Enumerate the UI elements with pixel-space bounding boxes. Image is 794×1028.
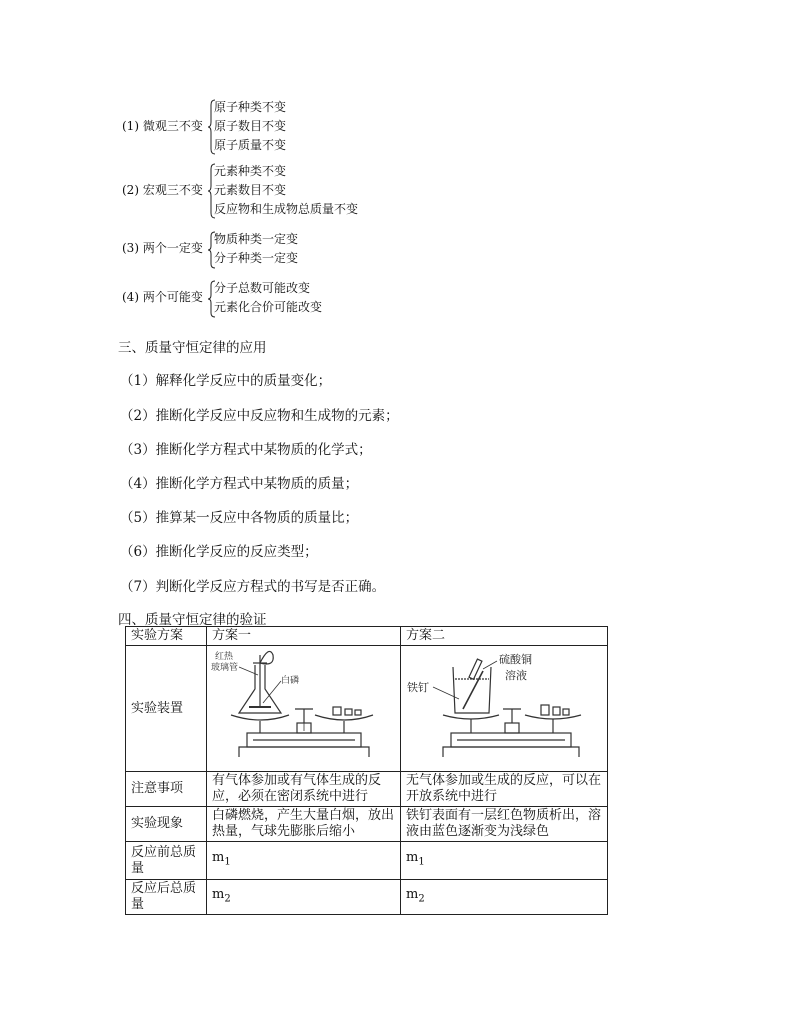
invariant-item: 原子种类不变: [214, 100, 287, 114]
table-cell: 无气体参加或生成的反应，可以在开放系统中进行: [401, 772, 608, 807]
application-item-6: （6）推断化学反应的反应类型；: [120, 544, 318, 560]
table-row: [126, 772, 608, 807]
table-row: [126, 880, 608, 915]
table-row-apparatus: [126, 646, 608, 772]
invariant-item: 元素种类不变: [214, 164, 287, 178]
invariant-item: 分子种类一定变: [214, 251, 299, 265]
apparatus-scheme-1: [207, 646, 401, 772]
application-item-1: （1）解释化学反应中的质量变化；: [120, 373, 332, 389]
section-3-title: 三、质量守恒定律的应用: [118, 340, 267, 356]
table-cell: $m_2$: [401, 880, 608, 915]
table-header: 方案一: [207, 627, 401, 646]
invariant-lead: (1) 微观三不变: [122, 119, 203, 133]
table-row-label: 反应后总质量: [126, 880, 207, 915]
table-row-label: 反应前总质量: [126, 842, 207, 880]
table-row-label: 注意事项: [126, 772, 207, 807]
table-cell: 有气体参加或有气体生成的反应，必须在密闭系统中进行: [207, 772, 401, 807]
table-header-row: [126, 627, 608, 646]
section-4-title: 四、质量守恒定律的验证: [118, 612, 267, 628]
table-header: 方案二: [401, 627, 608, 646]
invariant-item: 元素数目不变: [214, 183, 287, 197]
label-red-hot-tube: 红热: [215, 651, 234, 662]
label-red-hot-tube: 玻璃管: [211, 662, 239, 673]
label-white-phosphorus: 白磷: [281, 675, 300, 686]
table-row-label: 实验现象: [126, 807, 207, 842]
table-row-label: 实验装置: [126, 646, 207, 772]
balance-with-flask-illustration: [209, 649, 395, 769]
label-iron-nail: 铁钉: [407, 680, 429, 694]
application-item-5: （5）推算某一反应中各物质的质量比；: [120, 510, 359, 526]
table-row: [126, 842, 608, 880]
application-item-4: （4）推断化学方程式中某物质的质量；: [120, 476, 359, 492]
balance-with-beaker-illustration: [403, 649, 603, 769]
invariant-item: 物质种类一定变: [214, 232, 299, 246]
apparatus-scheme-2: [401, 646, 608, 772]
invariant-item: 元素化合价可能改变: [214, 300, 323, 314]
application-item-7: （7）判断化学反应方程式的书写是否正确。: [120, 579, 386, 595]
application-item-2: （2）推断化学反应中反应物和生成物的元素；: [120, 408, 399, 424]
table-cell: $m_2$: [207, 880, 401, 915]
table-cell: 白磷燃烧，产生大量白烟，放出热量，气球先膨胀后缩小: [207, 807, 401, 842]
table-cell: 铁钉表面有一层红色物质析出，溶液由蓝色逐渐变为浅绿色: [401, 807, 608, 842]
invariant-lead: (4) 两个可能变: [122, 290, 203, 304]
invariant-lead: (3) 两个一定变: [122, 241, 203, 255]
table-cell: $m_1$: [207, 842, 401, 880]
verification-table: [125, 626, 608, 915]
table-row: [126, 807, 608, 842]
invariant-item: 原子数目不变: [214, 119, 287, 133]
label-copper-sulfate: 溶液: [505, 668, 527, 682]
table-cell: $m_1$: [401, 842, 608, 880]
application-item-3: （3）推断化学方程式中某物质的化学式；: [120, 442, 372, 458]
invariant-item: 分子总数可能改变: [214, 281, 311, 295]
invariant-lead: (2) 宏观三不变: [122, 183, 203, 197]
invariant-item: 反应物和生成物总质量不变: [214, 202, 359, 216]
invariant-item: 原子质量不变: [214, 138, 287, 152]
table-header: 实验方案: [126, 627, 207, 646]
label-copper-sulfate: 硫酸铜: [499, 652, 532, 666]
